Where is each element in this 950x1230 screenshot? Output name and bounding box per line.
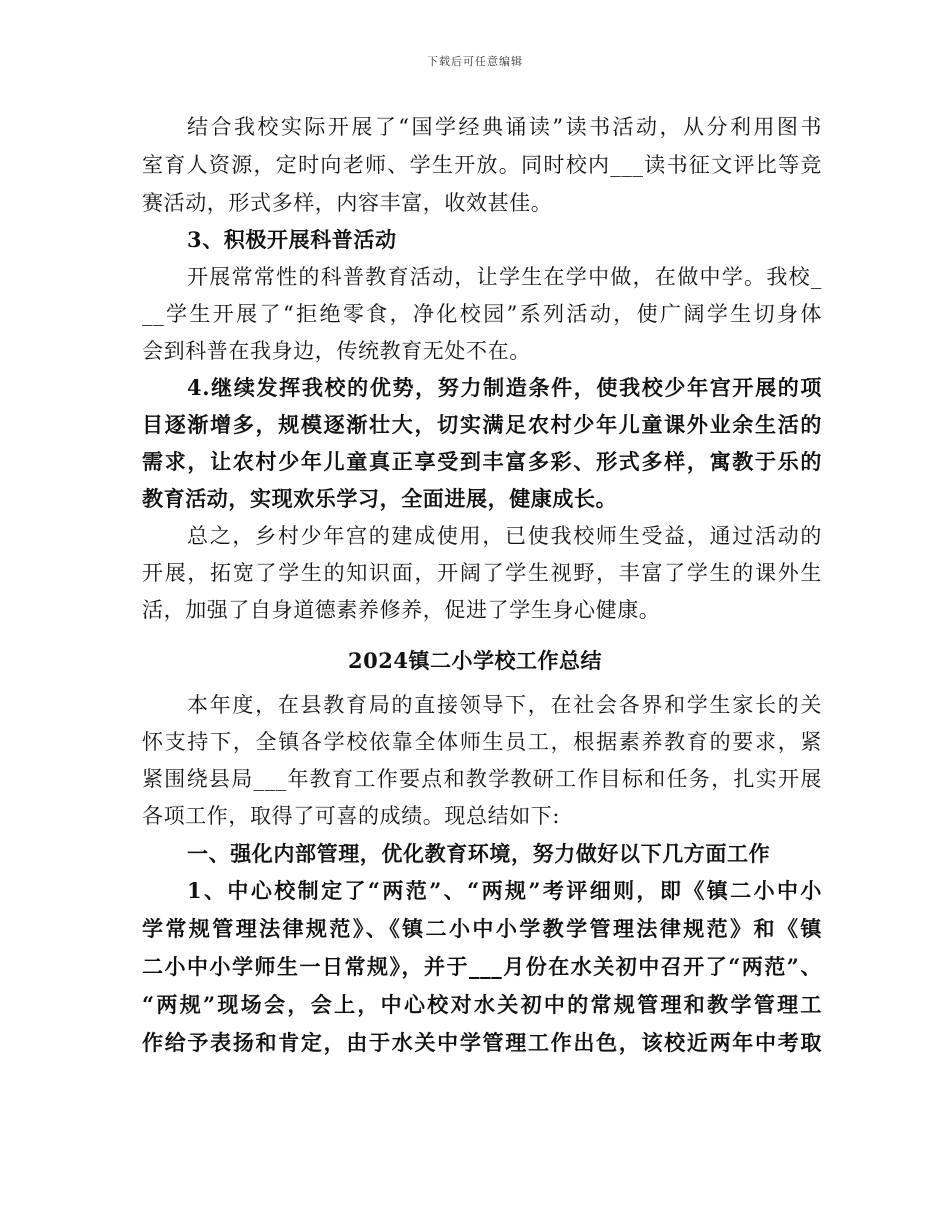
text-line: 教育活动，实现欢乐学习，全面进展，健康成长。 (142, 486, 618, 511)
text-line: 开展常常性的科普教育活动，让学生在学中做，在做中学。我校_ (187, 265, 822, 289)
text-line: 需求，让农村少年儿童真正享受到丰富多彩、形式多样，寓教于乐的 (142, 449, 822, 474)
text-line: __学生开展了“拒绝零食，净化校园”系列活动，使广阔学生切身体 (142, 302, 822, 326)
text-line: 室育人资源，定时向老师、学生开放。同时校内___读书征文评比等竞 (142, 153, 822, 177)
text-line: 赛活动，形式多样，内容丰富，收效甚佳。 (142, 191, 553, 215)
text-line: 怀支持下，全镇各学校依靠全体师生员工，根据素养教育的要求，紧 (142, 730, 822, 754)
text-line: 会到科普在我身边，传统教育无处不在。 (142, 339, 531, 363)
section-title: 2024镇二小学校工作总结 (348, 648, 602, 673)
section-heading: 一、强化内部管理，优化教育环境，努力做好以下几方面工作 (187, 841, 771, 866)
text-line: 1、中心校制定了“两范”、“两规”考评细则，即《镇二小中小 (187, 878, 822, 903)
text-line: 目逐渐增多，规模逐渐壮大，切实满足农村少年儿童课外业余生活的 (142, 412, 822, 437)
text-line: 学常规管理法律规范》、《镇二小中小学教学管理法律规范》和《镇 (142, 916, 822, 941)
text-line: 作给予表扬和肯定，由于水关中学管理工作出色，该校近两年中考取 (142, 1030, 822, 1055)
text-line: 结合我校实际开展了“国学经典诵读”读书活动，从分利用图书 (187, 115, 822, 139)
text-line: 活，加强了自身道德素养修养，促进了学生身心健康。 (142, 598, 661, 622)
text-line: 紧围绕县局___年教育工作要点和教学教研工作目标和任务，扎实开展 (142, 767, 822, 791)
text-line: “两规”现场会，会上，中心校对水关初中的常规管理和教学管理工 (142, 992, 822, 1017)
text-line: 本年度，在县教育局的直接领导下，在社会各界和学生家长的关 (187, 693, 822, 717)
text-line: 4.继续发挥我校的优势，努力制造条件，使我校少年宫开展的项 (187, 375, 822, 400)
page-header: 下载后可任意编辑 (427, 55, 523, 68)
section-heading: 3、积极开展科普活动 (187, 227, 397, 252)
text-line: 总之，乡村少年宫的建成使用，已使我校师生受益，通过活动的 (187, 524, 822, 548)
text-line: 开展，拓宽了学生的知识面，开阔了学生视野，丰富了学生的课外生 (142, 561, 822, 585)
text-line: 各项工作，取得了可喜的成绩。现总结如下: (142, 804, 561, 828)
text-line: 二小中小学师生一日常规》，并于___月份在水关初中召开了“两范”、 (142, 954, 822, 979)
